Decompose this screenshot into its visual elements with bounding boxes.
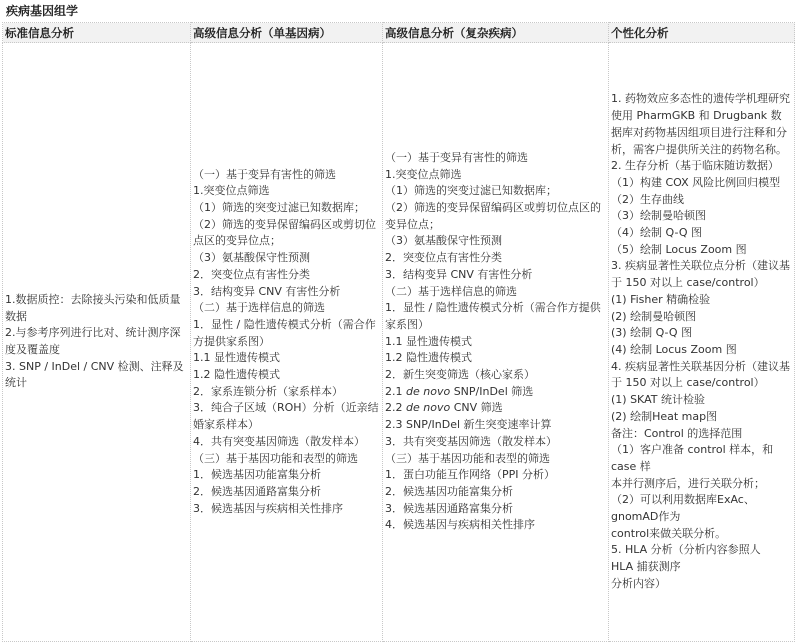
cell-personalized-analysis [609,43,795,642]
cell-line: 1.突变位点筛选 [193,184,270,198]
cell-line: 3. SNP / InDel / CNV 检测、注释及统计 [5,359,184,390]
cell-line: （1）筛选的突变过滤已知数据库； [193,201,365,215]
cell-line: 2．突变位点有害性分类 [193,267,310,281]
cell-line: （二）基于选样信息的筛选 [193,301,325,315]
cell-line: 4．共有突变基因筛选（散发样本） [193,434,365,448]
header-monogenic-analysis: 高级信息分析（单基因病） [191,23,383,43]
cell-line: （一）基于变异有害性的筛选 [385,150,528,164]
cell-line: 1.突变位点筛选 [385,167,462,181]
cell-line: 4．候选基因与疾病相关性排序 [385,518,535,532]
cell-line: 4. 疾病显著性关联基因分析（建议基于 150 对以上 case/control） [611,359,790,390]
cell-line: 2．新生突变筛选（核心家系） [385,368,535,382]
cell-line: （三）基于基因功能和表型的筛选 [193,451,358,465]
header-complex-disease-analysis: 高级信息分析（复杂疾病） [383,23,609,43]
cell-line: 3．结构变异 CNV 有害性分析 [385,267,533,281]
cell-line: 本并行测序后，进行关联分析； [611,476,765,490]
cell-line: （一）基于变异有害性的筛选 [193,167,336,181]
cell-line: control来做关联分析。 [611,526,727,540]
cell-line: （二）基于选样信息的筛选 [385,284,517,298]
cell-line: 1.2 隐性遗传模式 [193,368,280,382]
header-row [3,23,795,43]
cell-line: 3．纯合子区域（ROH）分析（近亲结婚家系样本） [193,401,379,432]
table-row [3,43,795,642]
cell-line: 2.2 de novo CNV 筛选 [385,401,503,415]
cell-line: 1.2 隐性遗传模式 [385,351,472,365]
cell-line: 3．候选基因通路富集分析 [385,501,513,515]
cell-line: 1.1 显性遗传模式 [193,351,280,365]
cell-line: 1．蛋白功能互作网络（PPI 分析） [385,468,556,482]
cell-line: 1.1 显性遗传模式 [385,334,472,348]
cell-line: 3. 疾病显著性关联位点分析（建议基于 150 对以上 case/control） [611,259,790,290]
cell-line: (1) Fisher 精确检验 [611,292,711,306]
cell-line: 分析内容） [611,576,666,590]
cell-line: （3）氨基酸保守性预测 [193,251,310,265]
cell-line: 2．候选基因功能富集分析 [385,484,513,498]
cell-line: 使用 PharmGKB 和 Drugbank 数据库对药物基因组项目进行注释和分析，需客户提供所关注的药物名称。 [611,109,787,156]
cell-line: 2.3 SNP/InDel 新生突变速率计算 [385,418,552,432]
cell-line: (2) 绘制曼哈顿图 [611,309,697,323]
cell-line: 1. 药物效应多态性的遗传学机理研究 [611,92,790,106]
cell-line: 3．结构变异 CNV 有害性分析 [193,284,341,298]
cell-line: （三）基于基因功能和表型的筛选 [385,451,550,465]
cell-line: (2) 绘制Heat map图 [611,409,718,423]
cell-line: （2）生存曲线 [611,192,684,206]
header-standard-analysis: 标准信息分析 [3,23,191,43]
cell-line: 2．突变位点有害性分类 [385,251,502,265]
cell-line: 2. 生存分析（基于临床随访数据） [611,159,779,173]
cell-line: （2）筛选的变异保留编码区或剪切位点区的变异位点； [385,201,601,231]
cell-line: 1．显性 / 隐性遗传模式分析（需合作方提供家系图） [193,317,376,348]
cell-line: (1) SKAT 统计检验 [611,393,705,407]
cell-line: 1．候选基因功能富集分析 [193,468,321,482]
cell-line: 3．候选基因与疾病相关性排序 [193,501,343,515]
cell-line: （1）客户准备 control 样本，和 case 样 [611,443,774,473]
cell-line: 2.1 de novo SNP/InDel 筛选 [385,384,534,398]
table-caption: 疾病基因组学 [6,4,79,18]
cell-line: （5）绘制 Locus Zoom 图 [611,242,747,256]
header-personalized-analysis: 个性化分析 [609,23,795,43]
cell-line: 3．共有突变基因筛选（散发样本） [385,434,557,448]
cell-line: （1）筛选的突变过滤已知数据库； [385,184,557,198]
cell-standard-analysis [3,43,191,642]
cell-line: (4) 绘制 Locus Zoom 图 [611,343,737,356]
cell-line: 1.数据质控：去除接头污染和低质量数据 [5,292,181,323]
cell-line: （1）构建 COX 风险比例回归模型 [611,175,781,189]
cell-line: 2．家系连锁分析（家系样本） [193,384,343,398]
cell-complex-disease-analysis [383,43,609,642]
cell-line: 2．候选基因通路富集分析 [193,484,321,498]
cell-monogenic-analysis [191,43,383,642]
cell-line: （3）氨基酸保守性预测 [385,234,502,248]
cell-line: 5. HLA 分析（分析内容参照人 [611,543,761,557]
cell-line: HLA 捕获测序 [611,560,681,574]
cell-line: （2）可以利用数据库ExAc、gnomAD作为 [611,493,755,524]
analysis-table [2,22,795,642]
cell-line: (3) 绘制 Q-Q 图 [611,326,693,340]
cell-line: （3）绘制曼哈顿图 [611,209,706,223]
cell-line: 2.与参考序列进行比对、统计测序深度及覆盖度 [5,326,181,356]
cell-line: （4）绘制 Q-Q 图 [611,226,702,240]
cell-line: 1．显性 / 隐性遗传模式分析（需合作方提供家系图） [385,301,601,331]
cell-line: （2）筛选的变异保留编码区或剪切位点区的变异位点； [193,217,376,248]
cell-line: 备注：Control 的选择范围 [611,426,743,440]
